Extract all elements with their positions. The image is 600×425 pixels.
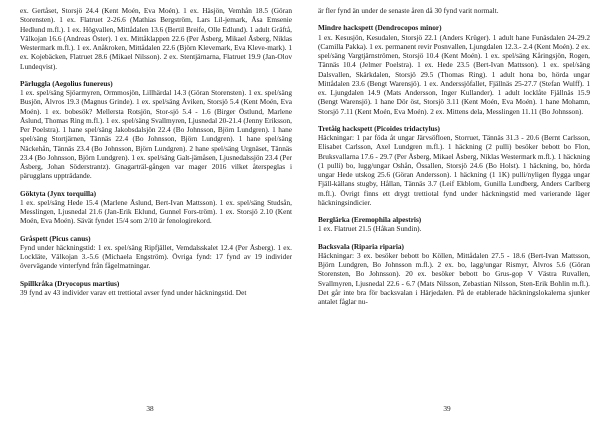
section-mindre-hackspett [318, 23, 590, 116]
page-number-right: 39 [443, 404, 451, 413]
section-spillkraka [20, 279, 292, 298]
section-goktyta [20, 189, 292, 226]
section-heading: Backsvala (Riparia riparia) [318, 241, 404, 251]
left-page-intro: ex. Gertåset, Storsjö 24.4 (Kent Moén, Eva Moén). 1 ex. Häsjön, Vemhån 18.5 (Göran Storensten). 1 ex. Flatruet 2-26.6 (Mathias Bergström, Lars Lil-jemark, Åsa Emsenie Hedlund m.fl.). 1 ex. Högvallen, Mittådalen 13.6 (Bertil Breife, Olle Edlund). 1 adult Gräftå, Välkojan 16.6 (Andreas Öster). 1 ex. Mittåklappen 22.6 (Per Åsberg, Mikael Åsberg, Niklas Westermark m.fl.). 1 ex. Anåkroken, Mittådalen 22.6 (Björn Klevemark, Eva Kleve-mark). 1 ex. Kojebäcken, Flatruet 28.6 (Mikael Nilsson). 2 ex. Stentjärnarna, Flatruet 19.9 (Jan-Olov Lundeqvist). [20, 6, 292, 71]
section-tretaig-hackspett [318, 124, 590, 207]
section-text: Häckningar: 3 ex. besöker bebott bo Köllen, Mittådalen 27.5 - 18.6 (Bert-Ivan Mattsson, Björn Lundgren, Bo Johnsson m.fl.). 2 ex. bo, lagg/ungar Rismyr, Älvros 5.6 (Göran Storensten, Bo Johnsson). 20 ex. besöker bebott bo Grus-gop V Västra Ruvallen, Svallmyren, Ljusnedal 22.6 - 6.7 (Mats Nilsson, Zebastian Nilsson, Sten-Erik Bohlin m.fl.). Det går inte bra för backsvalan i Härjedalen. På de etablerade häckningslokalerna sjunker antalet fåglar nu- [318, 250, 590, 306]
section-text: 1 ex. spel/säng Hede 15.4 (Marlene Åslund, Bert-Ivan Mattsson). 1 ex. spel/säng Studsån, Messlingen, Ljusnedal 21.6 (Jan-Erik Eklund, Gunnel Fors-tröm). 1 ex. Storsjö 2.10 (Kent Moén, Eva Moén). Sävät fyndet 15/4 som 2/10 är fenologirekord. [20, 197, 292, 226]
section-graspett [20, 234, 292, 271]
right-page [318, 6, 590, 406]
section-heading: Gråspett (Picus canus) [20, 233, 91, 243]
page-number-left: 38 [146, 404, 154, 413]
section-heading: Tretåig hackspett (Picoides tridactylus) [318, 123, 440, 133]
section-text: 1 ex. spel/säng Sjöarmyren, Ormmosjön, Lillhärdal 14.3 (Göran Storensten). 1 ex. spel/säng Busjön, Älvros 19.3 (Magnus Grinde). 1 ex. spel/säng Åviken, Storsjö 5.4 (Kent Moén, Eva Moén). 1 ex. bobesök? Mellersta Rotsjön, Stor-sjö 5.4 - 1.6 (Birger Östlund, Marlene Åslund, Thomas Ring m.fl.). 1 ex. spel/säng Svallmyren, Ljusnedal 20-21.4 (Jenny Eriksson, Per Poelstra). 1 hane spel/säng Jakobsdalsjön 22.4 (Bo Johnsson, Björn Lundgren). 1 hane spel/säng Stortjärnen, Tännäs 22.4 (Bo Johnsson, Björn Lundgren). 1 hane spel/säng Näckehån, Tännäs 23.4 (Bo Johnsson, Björn Lundgren). 2 hane spel/säng Urgnäset, Tännäs 23.4 (Bo Johnsson, Björn Lundgren). 1 ex. spel/säng Galt-jämåsen, Ljusnedalssjön 23.4 (Per Åsberg, Johan Söderstrantz). Gnagarträl-gången var mager 2016 vilket återspeglas i pärugglans uppträdande. [20, 88, 292, 181]
section-text: 39 fynd av 43 individer varav ett trettiotal avser fynd under häckningstid. Det [20, 287, 247, 297]
section-heading: Göktyta (Jynx torquilla) [20, 188, 97, 198]
section-parluggla [20, 79, 292, 181]
section-text: 1 ex. Flatruet 21.5 (Håkan Sundin). [318, 224, 422, 234]
section-backsvala [318, 242, 590, 307]
section-text: Häckningar: 1 par föda åt ungar Järvsöfloen, Storruet, Tännäs 31.3 - 20.6 (Bernt Carlsson, Elisabet Carlsson, Axel Lundgren m.fl.). 1 häckning (2 pulli) besöker bebott bo Flon, Bruksvallarna 17.6 - 29.7 (Per Åsberg, Mikael Åsberg, Niklas Westermark m.fl.). 1 häckning (1 pulli) bo, lugg/ungar Oshån, Össallen, Storsjö 24.6 (Bo Holst). 1 häckning, bo, hörda ungar Hede utskog 25.6 (Göran Andersson). 1 häckning (1 1K) pulli/nyligen flygga ungar Fjäll-källans stugby, Hållan, Tännäs 3.7 (Leif Ekblom, Gunilla Lundberg, Anders Carlberg m.fl.). Övrigt finns ett drygt trettiotal fynd under häckningstid med varierande läger häckningsindicier. [318, 133, 590, 207]
section-text: 1 ex. Kesusjön, Kesudalen, Storsjö 22.1 (Anders Krüger). 1 adult hane Funäsdalen 24-29.2 (Camilla Pakka). 1 ex. permanent revir Posnvallen, Ljungdalen 12.3.- 2.4 (Kent Moén). 2 ex. spel/säng Vargtjärnströmen, Storsjö 10.4 (Kent Moén). 1 ex. spel/säng Kåringsjön, Rogen, Tännäs 10.4 (Jelmer Poelstra). 1 ex. Hede 23.5 (Bert-Ivan Mattsson). 1 ex. spel/säng Dalsvallen, Skärkdalen, Storsjö 29.5 (Thomas Ring). 1 adult hona bo, hörda ungar Mittådalen 23.6 (Bengt Warensjö). 1 ex. Anderssjöfallet, Fjällnäs 25-27.7 (Stefan Wulff). 1 ex. Ljungdalen 14.9 (Mats Andersson, Inger Kullander). 1 adult locklåte Fjällnäs 15.9 (Bengt Warensjö). 1 hane Dör öst, Storsjö 3.11 (Kent Moén, Eva Moén). 1 hane Mohamn, Storsjö 7.11 (Kent Moén, Eva Moén). 2 ex. Mittens dela, Messlingen 11.11 (Bo Johnsson). [318, 32, 590, 116]
section-berglarka [318, 215, 590, 234]
section-heading: Pärluggla (Aegolius funereus) [20, 78, 113, 88]
section-heading: Spillkråka (Dryocopus martius) [20, 278, 120, 288]
section-text: Fynd under häckningstid: 1 ex. spel/säng Ripfjället, Vemdalsskalet 12.4 (Per Åsberg). 1 ex. Lockläte, Välkojan 3.-5.6 (Michaela Engström). Övriga fynd: 17 fynd av 19 individer övervägande vinterfynd från fågelmatningar. [20, 242, 292, 271]
right-page-intro: är fler fynd än under de senaste åren då 30 fynd varit normalt. [318, 6, 499, 15]
section-heading: Berglärka (Eremophila alpestris) [318, 215, 422, 224]
left-page [20, 6, 292, 406]
section-heading: Mindre hackspett (Dendrocopos minor) [318, 23, 442, 33]
